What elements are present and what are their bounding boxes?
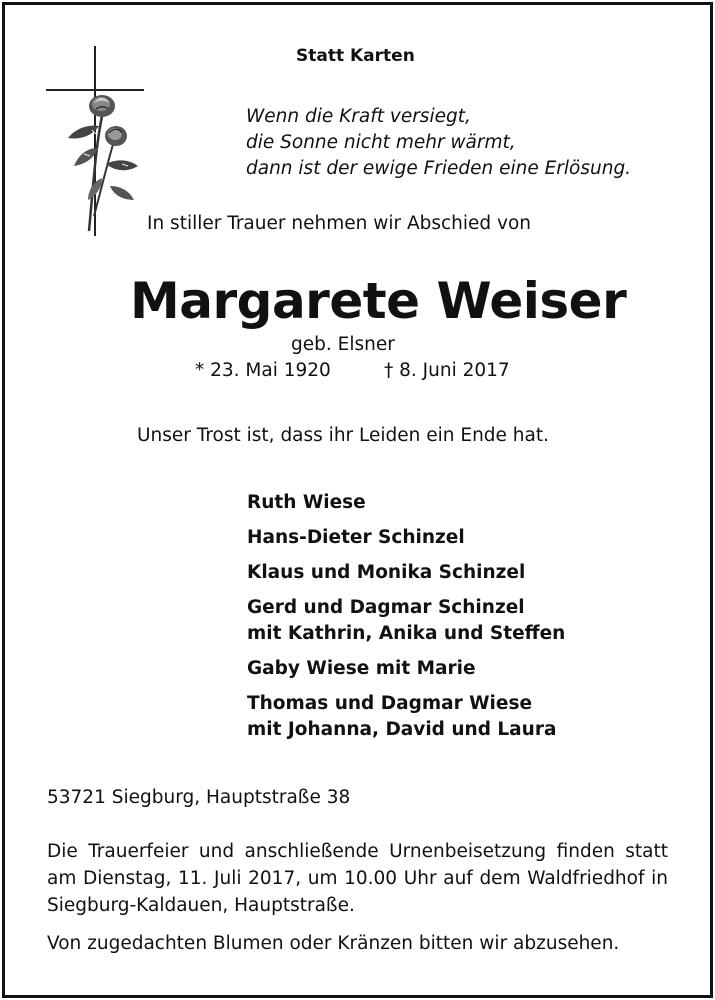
poem [246,104,631,182]
mourner-entry: Thomas und Dagmar Wiese mit Johanna, David und Laura [247,693,557,740]
birth-date: * 23. Mai 1920 [195,360,331,381]
ceremony-info: Die Trauerfeier und anschließende Urnenbeisetzung finden statt am Dienstag, 11. Juli 2017, um 10.00 Uhr auf dem Waldfriedhof in Siegburg-Kaldauen, Hauptstraße. [47,841,668,916]
birth-name: geb. Elsner [291,334,395,355]
mourner-entry: Gerd und Dagmar Schinzel mit Kathrin, Anika und Steffen [247,597,566,644]
flowers-note: Von zugedachten Blumen oder Kränzen bitten wir abzusehen. [47,933,620,954]
mourner-entry: Ruth Wiese [247,492,366,513]
death-date: † 8. Juni 2017 [384,360,510,381]
mourners-list [247,490,565,752]
mourner-entry: Hans-Dieter Schinzel [247,527,465,548]
poem-line: dann ist der ewige Frieden eine Erlösung. [246,158,632,179]
cross-with-roses-icon [44,46,148,236]
consolation-text: Unser Trost ist, dass ihr Leiden ein Ende hat. [137,425,550,446]
poem-line: Wenn die Kraft versiegt, [246,106,471,127]
address: 53721 Siegburg, Hauptstraße 38 [47,787,351,808]
poem-line: die Sonne nicht mehr wärmt, [246,132,516,153]
mourner-entry: Klaus und Monika Schinzel [247,562,526,583]
mourner-entry: Gaby Wiese mit Marie [247,658,476,679]
